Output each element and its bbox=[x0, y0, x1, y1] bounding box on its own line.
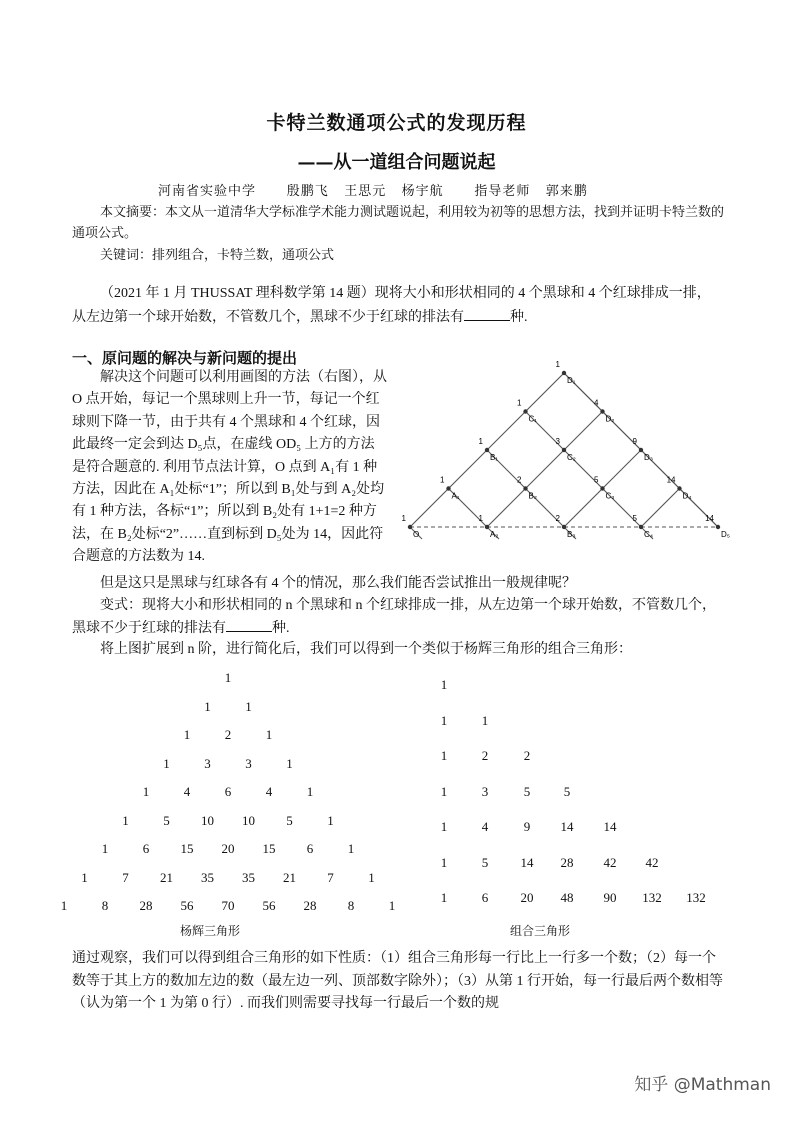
node-label: O bbox=[413, 530, 420, 539]
yanghui-number: 1 bbox=[245, 698, 252, 714]
extend-sentence: 将上图扩展到 n 阶，进行简化后，我们可以得到一个类似于杨辉三角形的组合三角形： bbox=[100, 642, 632, 657]
combo-number: 1 bbox=[440, 854, 448, 870]
node-label: A₂ bbox=[490, 530, 499, 539]
lattice-node bbox=[485, 448, 489, 452]
problem-statement bbox=[72, 282, 724, 330]
combo-number: 14 bbox=[520, 854, 534, 870]
node-count: 1 bbox=[555, 360, 560, 369]
lattice-node bbox=[677, 486, 681, 490]
node-label: B₁ bbox=[490, 453, 499, 462]
lattice-node bbox=[562, 525, 566, 529]
yanghui-number: 10 bbox=[242, 812, 255, 828]
lattice-node bbox=[600, 486, 604, 490]
yanghui-number: 1 bbox=[368, 869, 375, 885]
variant-statement bbox=[72, 595, 728, 640]
lattice-node bbox=[562, 448, 566, 452]
combo-number: 6 bbox=[481, 890, 489, 905]
combo-number: 3 bbox=[481, 783, 489, 799]
node-count: 1 bbox=[478, 514, 483, 523]
yanghui-number: 1 bbox=[265, 727, 273, 742]
node-label: D₁ bbox=[567, 376, 576, 385]
combo-number: 1 bbox=[440, 783, 448, 799]
combo-number: 1 bbox=[440, 819, 448, 834]
node-label: C₁ bbox=[528, 414, 537, 424]
combo-number: 1 bbox=[440, 748, 448, 763]
paper-title: 卡特兰数通项公式的发现历程 bbox=[266, 112, 527, 134]
yanghui-number: 21 bbox=[160, 869, 173, 885]
lattice-node bbox=[562, 371, 566, 375]
combo-number: 9 bbox=[523, 819, 531, 834]
node-count: 14 bbox=[666, 475, 676, 485]
node-count: 9 bbox=[632, 437, 637, 446]
yanghui-number: 6 bbox=[306, 841, 314, 856]
yanghui-number: 5 bbox=[163, 812, 170, 828]
node-label: D₅ bbox=[721, 530, 730, 539]
combo-number: 42 bbox=[645, 854, 659, 870]
yanghui-number: 4 bbox=[183, 784, 191, 799]
variant-text: 变式：现将大小和形状相同的 n 个黑球和 n 个红球排成一排，从左边第一个球开始数，不管数几个，黑球不少于红球的排法有 bbox=[72, 598, 716, 636]
general-question: 但是这只是黑球与红球各有 4 个的情况，那么我们能否尝试推出一般规律呢？ bbox=[100, 576, 576, 591]
lattice-node bbox=[600, 409, 604, 413]
node-count: 1 bbox=[478, 437, 483, 446]
node-count: 1 bbox=[517, 398, 522, 408]
yanghui-number: 1 bbox=[142, 784, 150, 799]
paper-subtitle: ——从一道组合问题说起 bbox=[297, 152, 496, 173]
abstract: 本文摘要：本文从一道清华大学标准学术能力测试题说起，利用较为初等的思想方法，找到并证明卡特兰数的通项公式。 bbox=[72, 205, 725, 241]
answer-blank bbox=[464, 306, 510, 321]
combo-number: 5 bbox=[481, 854, 489, 870]
lattice-node bbox=[408, 525, 412, 529]
yanghui-number: 35 bbox=[242, 869, 255, 885]
node-count: 5 bbox=[594, 475, 599, 485]
combo-number: 14 bbox=[560, 819, 574, 834]
node-count: 14 bbox=[705, 514, 714, 523]
lattice-node bbox=[523, 486, 527, 490]
section-heading: 一、原问题的解决与新问题的提出 bbox=[72, 349, 298, 367]
node-label: D₄ bbox=[682, 491, 692, 501]
node-count: 4 bbox=[594, 398, 599, 408]
yanghui-number: 1 bbox=[183, 727, 191, 742]
authors-line: 河南省实验中学 殷鹏飞 王思元 杨宇航 指导老师 郭来鹏 bbox=[158, 184, 588, 199]
node-count: 2 bbox=[517, 475, 522, 485]
lattice-edge bbox=[487, 412, 603, 528]
solution-paragraph: 解决这个问题可以利用画图的方法（右图），从 O 点开始，每记一个黑球则上升一节，每记一个红球则下降一节，由于共有 4 个黑球和 4 个红球，因此最终一定会到达 D₅点，在虚线 OD₅ 上方的方法是符合题意的. 利用节点法计算，O 点到 A₁有 1 种方法，因此在 A₁处标“1”；所以到 B₁处与到 A₂处均有 1 种方法，各标“1”；所以到 B₂处有 1+1=2 种方法，在 B₂处标“2”……直到标到 D₅处为 14，因此符合题意的方法数为 14. bbox=[72, 370, 387, 565]
combo-number: 1 bbox=[440, 712, 448, 728]
yanghui-number: 2 bbox=[224, 727, 232, 742]
yanghui-number: 1 bbox=[60, 898, 68, 913]
yanghui-number: 7 bbox=[327, 869, 334, 885]
node-label: B₂ bbox=[528, 491, 537, 501]
yanghui-number: 8 bbox=[101, 898, 109, 913]
lattice-node bbox=[485, 525, 489, 529]
node-count: 5 bbox=[632, 514, 637, 523]
combo-number: 5 bbox=[563, 783, 571, 799]
variant-suffix: 种. bbox=[272, 621, 290, 636]
node-label: D₂ bbox=[605, 414, 615, 424]
yanghui-number: 1 bbox=[204, 698, 211, 714]
yanghui-number: 56 bbox=[180, 898, 194, 913]
yanghui-number: 1 bbox=[81, 869, 88, 885]
observation-paragraph: 通过观察，我们可以得到组合三角形的如下性质：（1）组合三角形每一行比上一行多一个数；（2）每一个数等于其上方的数加左边的数（最左边一列、顶部数字除外）；（3）从第 1 行开始，每一行最后两个数相等（认为第一个 1 为第 0 行）. 而我们则需要寻找每一行最后一个数的规 bbox=[72, 951, 723, 1011]
combo-number: 28 bbox=[560, 854, 574, 870]
node-label: C₃ bbox=[605, 491, 615, 501]
yanghui-number: 28 bbox=[303, 898, 317, 913]
combo-number: 132 bbox=[642, 890, 662, 905]
node-count: 1 bbox=[401, 514, 406, 523]
yanghui-number: 15 bbox=[180, 841, 194, 856]
yanghui-number: 1 bbox=[122, 812, 129, 828]
yanghui-number: 21 bbox=[283, 869, 296, 885]
yanghui-number: 6 bbox=[142, 841, 150, 856]
node-label: C₂ bbox=[567, 453, 576, 462]
combo-number: 90 bbox=[603, 890, 617, 905]
lattice-node bbox=[446, 486, 450, 490]
yanghui-number: 28 bbox=[139, 898, 153, 913]
keywords: 关键词：排列组合，卡特兰数，通项公式 bbox=[100, 248, 335, 263]
combo-number: 2 bbox=[481, 748, 489, 763]
yanghui-number: 3 bbox=[245, 755, 252, 771]
yanghui-number: 6 bbox=[224, 784, 232, 799]
yanghui-number: 1 bbox=[163, 755, 170, 771]
yanghui-number: 4 bbox=[265, 784, 273, 799]
yanghui-number: 20 bbox=[221, 841, 235, 856]
yanghui-caption: 杨辉三角形 bbox=[180, 924, 241, 938]
node-label: B₃ bbox=[567, 530, 576, 539]
node-label: A₁ bbox=[451, 491, 460, 501]
yanghui-number: 1 bbox=[224, 670, 232, 685]
lattice-edge bbox=[641, 489, 680, 528]
combo-number: 1 bbox=[440, 890, 448, 905]
node-count: 2 bbox=[555, 514, 560, 523]
yanghui-number: 56 bbox=[262, 898, 276, 913]
combo-number: 2 bbox=[523, 748, 531, 763]
problem-suffix: 种. bbox=[510, 310, 528, 325]
node-label: D₃ bbox=[644, 453, 654, 462]
combo-number: 132 bbox=[686, 890, 706, 905]
problem-text: （2021 年 1 月 THUSSAT 理科数学第 14 题）现将大小和形状相同的 4 个黑球和 4 个红球排成一排，从左边第一个球开始数，不管数几个，黑球不少于红球的排法有 bbox=[72, 286, 711, 325]
yanghui-number: 1 bbox=[306, 784, 314, 799]
lattice-edge bbox=[526, 412, 642, 528]
combo-number: 48 bbox=[560, 890, 574, 905]
combo-caption: 组合三角形 bbox=[510, 924, 571, 938]
node-count: 3 bbox=[555, 437, 560, 446]
node-label: C₄ bbox=[644, 530, 654, 539]
yanghui-number: 10 bbox=[201, 812, 214, 828]
variant-blank bbox=[226, 617, 272, 632]
yanghui-number: 1 bbox=[388, 898, 396, 913]
yanghui-number: 1 bbox=[101, 841, 109, 856]
combo-number: 14 bbox=[603, 819, 617, 834]
lattice-node bbox=[716, 525, 720, 529]
yanghui-number: 1 bbox=[286, 755, 293, 771]
combo-number: 4 bbox=[481, 819, 489, 834]
yanghui-number: 1 bbox=[347, 841, 355, 856]
combo-number: 5 bbox=[523, 783, 531, 799]
yanghui-number: 35 bbox=[201, 869, 214, 885]
yanghui-number: 1 bbox=[327, 812, 334, 828]
lattice-node bbox=[639, 525, 643, 529]
yanghui-number: 3 bbox=[204, 755, 211, 771]
combo-number: 1 bbox=[481, 712, 489, 728]
yanghui-number: 8 bbox=[347, 898, 355, 913]
node-count: 1 bbox=[440, 475, 445, 485]
yanghui-number: 7 bbox=[122, 869, 129, 885]
yanghui-number: 15 bbox=[262, 841, 276, 856]
combo-number: 20 bbox=[520, 890, 534, 905]
yanghui-number: 5 bbox=[286, 812, 293, 828]
combo-number: 1 bbox=[440, 677, 448, 692]
watermark: 知乎 @Mathman bbox=[634, 1075, 771, 1095]
lattice-node bbox=[639, 448, 643, 452]
lattice-node bbox=[523, 409, 527, 413]
lattice-path-diagram bbox=[396, 360, 732, 550]
combo-number: 42 bbox=[603, 854, 617, 870]
yanghui-number: 70 bbox=[221, 898, 235, 913]
